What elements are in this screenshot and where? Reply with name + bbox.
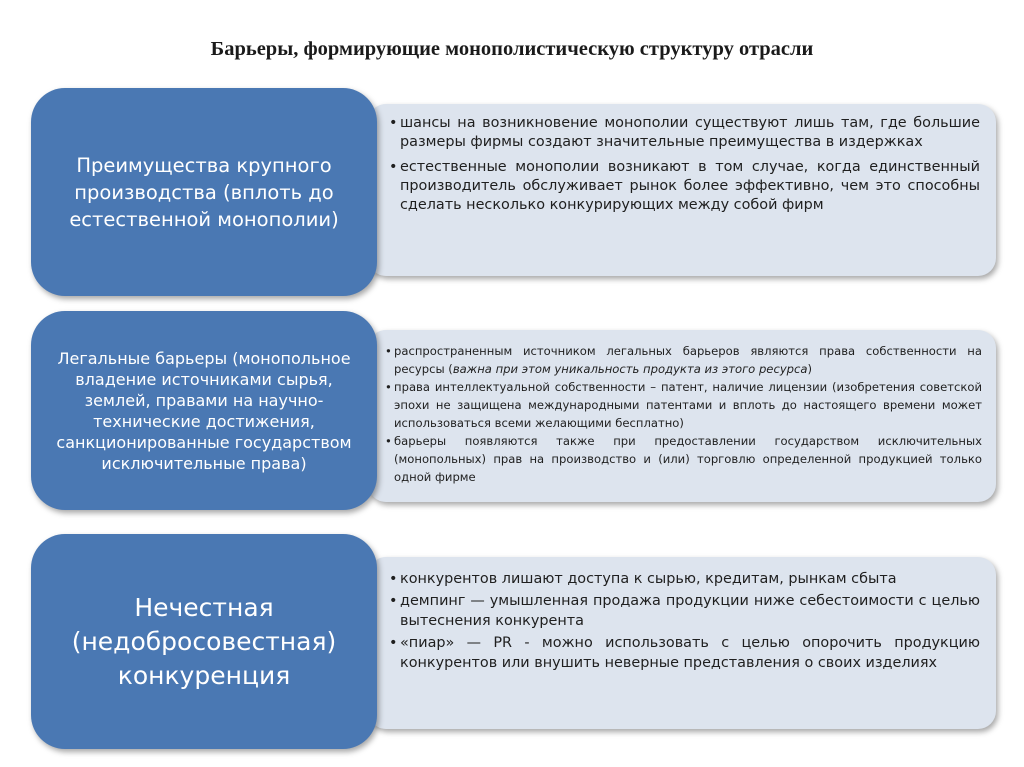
heading-unfair-competition bbox=[31, 534, 377, 749]
bullet-text-italic: важна при этом уникальность продукта из этого ресурса bbox=[452, 362, 808, 376]
list-item bbox=[389, 633, 980, 673]
bullet-text: шансы на возникновение монополии существуют лишь там, где большие размеры фирмы создают значительные преимущества в издержках bbox=[400, 115, 980, 150]
bullet-list bbox=[385, 342, 982, 486]
bullet-text: права интеллектуальной собственности – патент, наличие лицензии (изобретения советской эпохи не защищена международными патентами и вплоть до настоящего времени может использоваться всеми желающими бесплатно) bbox=[394, 380, 982, 430]
bullet-icon: • bbox=[389, 115, 398, 131]
bullet-list bbox=[389, 114, 980, 215]
panel-unfair-competition bbox=[368, 557, 996, 729]
bullet-text: «пиар» — PR - можно использовать с целью опорочить продукцию конкурентов или внушить неверные представления о своих изделиях bbox=[400, 635, 980, 671]
bullet-text: распространенным источником легальных барьеров являются права собственности на ресурсы ( bbox=[394, 344, 982, 376]
heading-legal-barriers bbox=[31, 311, 377, 510]
bullet-text: конкурентов лишают доступа к сырью, кредитам, рынкам сбыта bbox=[400, 571, 897, 587]
bullet-icon: • bbox=[389, 635, 398, 651]
bullet-icon: • bbox=[389, 593, 398, 609]
panel-large-scale-advantages bbox=[368, 104, 996, 276]
bullet-icon: • bbox=[389, 159, 398, 175]
list-item bbox=[389, 114, 980, 152]
list-item bbox=[389, 569, 980, 589]
slide-title: Барьеры, формирующие монополистическую структуру отрасли bbox=[210, 38, 814, 60]
list-item bbox=[389, 591, 980, 631]
heading-large-scale-advantages bbox=[31, 88, 377, 296]
bullet-list bbox=[389, 569, 980, 673]
bullet-icon: • bbox=[385, 344, 392, 358]
list-item bbox=[385, 432, 982, 486]
list-item bbox=[389, 158, 980, 215]
heading-text: Легальные барьеры (монопольное владение источниками сырья, землей, правами на научно-технические достижения, санкционированные государством исключительные права) bbox=[56, 348, 352, 473]
panel-legal-barriers bbox=[368, 330, 996, 502]
bullet-text-end: ) bbox=[807, 362, 813, 376]
heading-text: Нечестная (недобросовестная) конкуренция bbox=[71, 592, 337, 690]
bullet-text: барьеры появляются также при предоставлении государством исключительных (монопольных) прав на производство и (или) торговлю определенной продукцией только одной фирме bbox=[394, 434, 982, 484]
list-item bbox=[385, 342, 982, 378]
list-item bbox=[385, 378, 982, 432]
bullet-text: естественные монополии возникают в том случае, когда единственный производитель обслуживает рынок более эффективно, чем это способны сделать несколько конкурирующих между собой фирм bbox=[400, 159, 980, 213]
heading-text: Преимущества крупного производства (вплоть до естественной монополии) bbox=[69, 153, 339, 231]
bullet-icon: • bbox=[385, 380, 392, 394]
bullet-icon: • bbox=[389, 571, 398, 587]
bullet-icon: • bbox=[385, 434, 392, 448]
bullet-text: демпинг — умышленная продажа продукции ниже себестоимости с целью вытеснения конкурента bbox=[400, 593, 980, 629]
